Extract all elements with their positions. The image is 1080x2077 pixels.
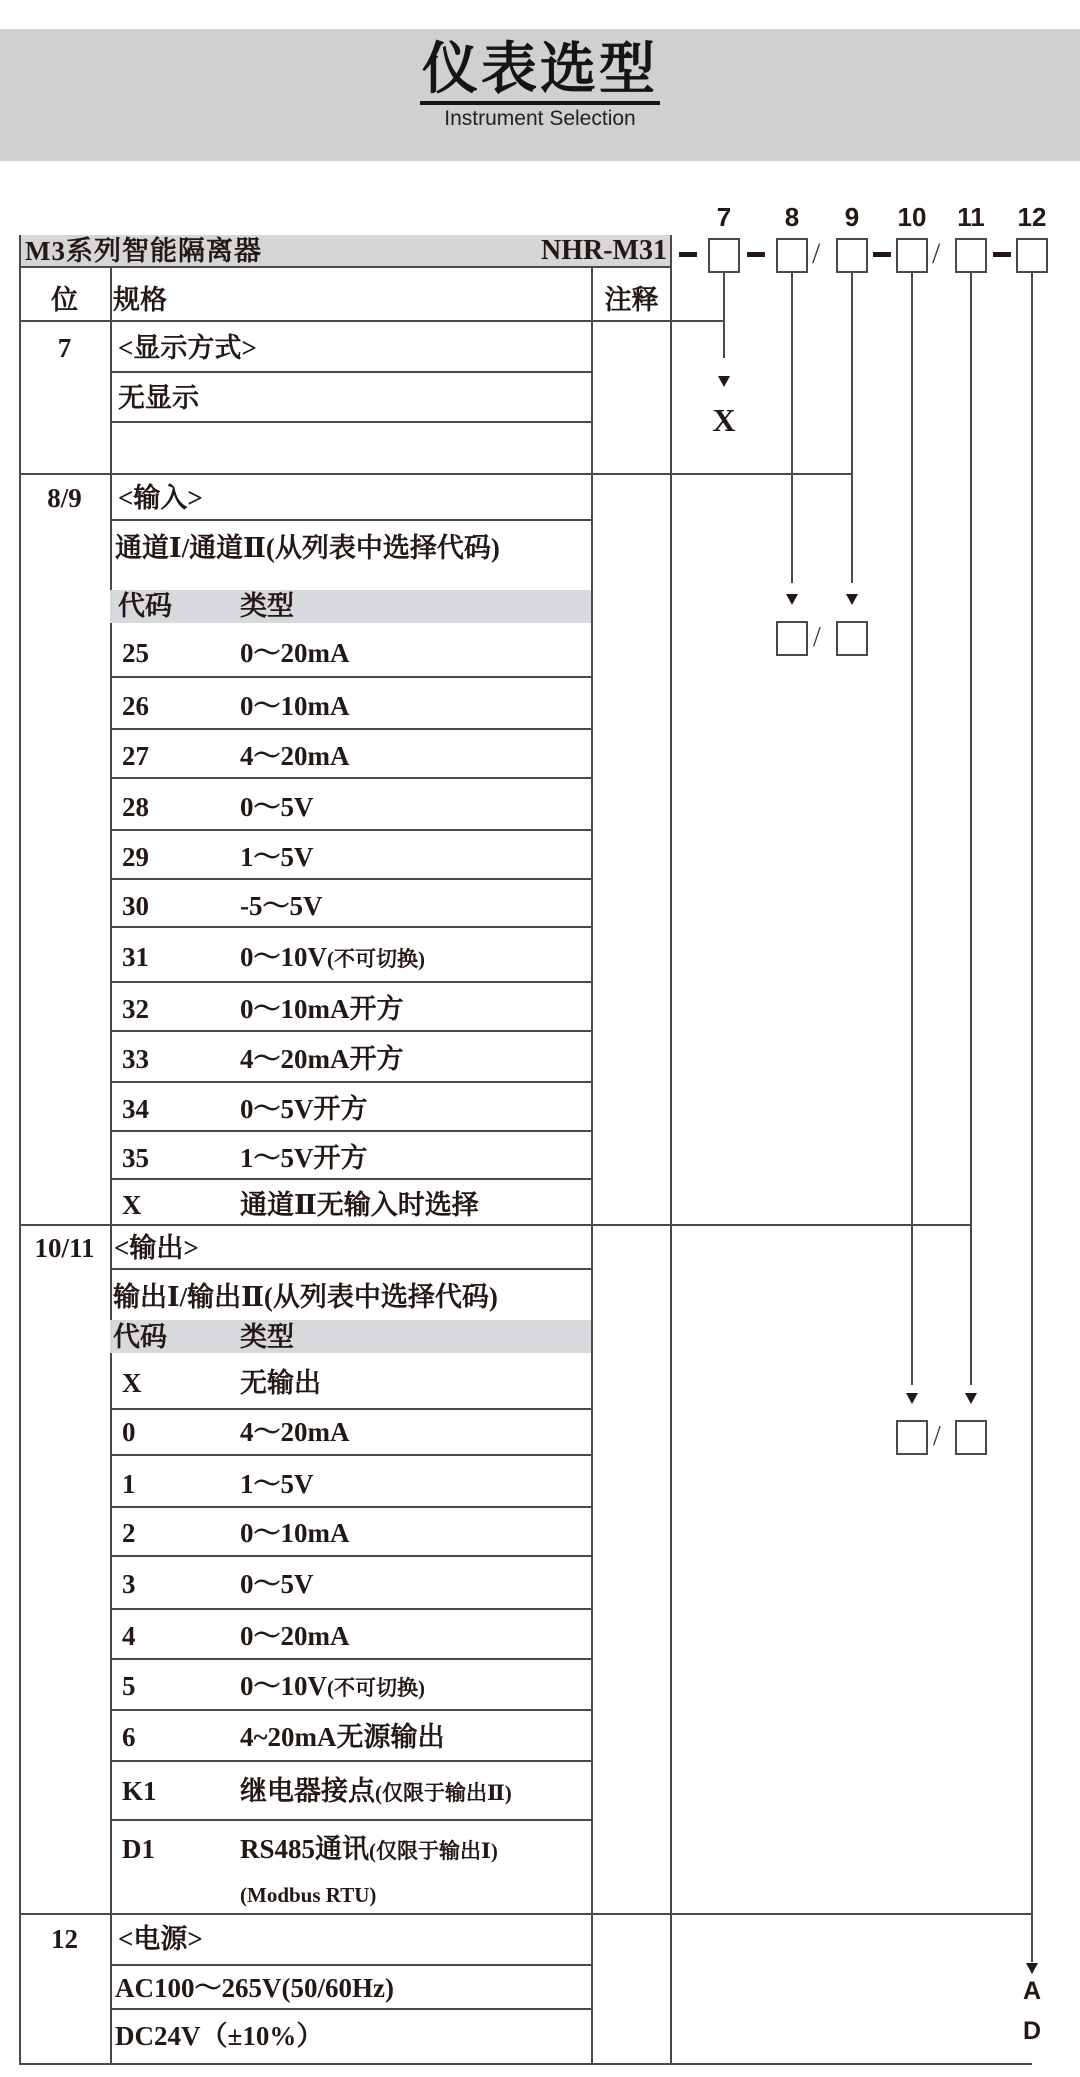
grid-hline bbox=[110, 1760, 591, 1762]
type-text: 0～10V bbox=[240, 1671, 327, 1701]
arrow-down-icon bbox=[965, 1393, 977, 1404]
type-text: 0～10V bbox=[240, 942, 327, 972]
code-row-26 bbox=[110, 689, 591, 729]
code-row-30 bbox=[110, 889, 591, 929]
grid-hline bbox=[19, 1913, 1033, 1915]
callout-line-11 bbox=[970, 273, 972, 1385]
digit-box-9 bbox=[836, 238, 868, 273]
digit-label-8: 8 bbox=[784, 202, 800, 232]
type-cell: 4～20mA开方 bbox=[240, 1044, 404, 1074]
spec-display-mode: <显示方式> bbox=[118, 333, 257, 363]
code-cell: 35 bbox=[122, 1143, 149, 1173]
type-cell: 4～20mA bbox=[240, 1417, 350, 1447]
input-code-box-2 bbox=[836, 621, 868, 656]
callout-line-10 bbox=[911, 273, 913, 1385]
page-subtitle: Instrument Selection bbox=[444, 106, 636, 130]
code-cell: 33 bbox=[122, 1044, 149, 1074]
code-row-31 bbox=[110, 940, 591, 980]
spec-output-title: <输出> bbox=[114, 1233, 199, 1263]
type-cell: 无输出 bbox=[240, 1368, 321, 1398]
output-code-box-2 bbox=[955, 1420, 987, 1455]
digit-label-9: 9 bbox=[844, 202, 860, 232]
model-code: NHR-M31 bbox=[541, 235, 667, 266]
page-title: 仪表选型 bbox=[420, 38, 660, 105]
section-89-label: 8/9 bbox=[47, 483, 82, 513]
type-cell: 0～20mA bbox=[240, 1621, 350, 1651]
type-cell: 0～20mA bbox=[240, 638, 350, 668]
grid-hline bbox=[110, 1408, 591, 1410]
dash-separator bbox=[873, 252, 891, 257]
digit-label-10: 10 bbox=[897, 202, 927, 232]
callout-code-dc: D bbox=[1022, 2017, 1042, 2045]
type-note: (仅限于输出Ⅱ) bbox=[375, 1781, 512, 1805]
type-cell bbox=[240, 1832, 498, 1868]
code-cell: 25 bbox=[122, 638, 149, 668]
spec-input-subtitle: 通道Ⅰ/通道Ⅱ(从列表中选择代码) bbox=[115, 533, 500, 563]
type-note: (不可切换) bbox=[327, 1676, 425, 1700]
col-header-pos: 位 bbox=[51, 285, 78, 315]
code-cell: 3 bbox=[122, 1569, 136, 1599]
code-row-x-output bbox=[110, 1366, 591, 1406]
slash-separator: / bbox=[813, 622, 821, 653]
arrow-down-icon bbox=[786, 594, 798, 605]
dash-separator bbox=[747, 252, 765, 257]
code-row-0 bbox=[110, 1415, 591, 1455]
type-cell: 1～5V bbox=[240, 1469, 314, 1499]
code-row-29 bbox=[110, 840, 591, 880]
spec-no-display: 无显示 bbox=[118, 383, 199, 413]
grid-hline bbox=[110, 1268, 591, 1270]
grid-hline bbox=[110, 1964, 591, 1966]
digit-box-12 bbox=[1016, 238, 1048, 273]
digit-box-11 bbox=[955, 238, 987, 273]
callout-code-ac: A bbox=[1022, 1977, 1042, 2005]
callout-line-7 bbox=[723, 273, 725, 358]
code-row-2 bbox=[110, 1516, 591, 1556]
title-band bbox=[0, 29, 1080, 161]
power-option-ac: AC100～265V(50/60Hz) bbox=[115, 1973, 394, 2003]
code-row-4 bbox=[110, 1619, 591, 1659]
code-header-band-input bbox=[110, 590, 591, 623]
code-cell: 28 bbox=[122, 792, 149, 822]
grid-vline bbox=[670, 235, 672, 2065]
section-7-label: 7 bbox=[57, 333, 72, 363]
type-cell: 1～5V bbox=[240, 842, 314, 872]
code-row-k1 bbox=[110, 1774, 591, 1814]
grid-hline bbox=[110, 1709, 591, 1711]
callout-code-display: X bbox=[712, 402, 736, 438]
grid-hline bbox=[19, 320, 724, 322]
series-title: M3系列智能隔离器 bbox=[25, 236, 262, 266]
type-note: (不可切换) bbox=[327, 947, 425, 971]
type-note: (仅限于输出Ⅰ) bbox=[369, 1839, 498, 1863]
slash-separator: / bbox=[933, 1421, 941, 1452]
type-cell: 0～5V开方 bbox=[240, 1094, 368, 1124]
col-header-spec: 规格 bbox=[113, 285, 167, 315]
code-row-3 bbox=[110, 1567, 591, 1607]
grid-hline bbox=[19, 266, 672, 268]
section-12-label: 12 bbox=[51, 1924, 78, 1954]
code-row-25 bbox=[110, 636, 591, 676]
type-cell: 0～10mA开方 bbox=[240, 994, 404, 1024]
input-code-box-1 bbox=[776, 621, 808, 656]
code-cell: 2 bbox=[122, 1518, 136, 1548]
code-row-35 bbox=[110, 1141, 591, 1181]
grid-hline bbox=[19, 2063, 1032, 2065]
grid-hline bbox=[110, 371, 591, 373]
dash-separator bbox=[993, 252, 1011, 257]
type-cell: 0～10mA bbox=[240, 691, 350, 721]
grid-hline bbox=[110, 1608, 591, 1610]
arrow-down-icon bbox=[906, 1393, 918, 1404]
spec-input-title: <输入> bbox=[118, 483, 203, 513]
code-cell: 34 bbox=[122, 1094, 149, 1124]
code-row-28 bbox=[110, 790, 591, 830]
slash-separator: / bbox=[932, 237, 941, 270]
grid-hline bbox=[110, 2008, 591, 2010]
model-header-band bbox=[19, 235, 672, 266]
grid-hline bbox=[110, 676, 591, 678]
type-cell: 0～10mA bbox=[240, 1518, 350, 1548]
code-cell: 1 bbox=[122, 1469, 136, 1499]
code-row-x-input bbox=[110, 1188, 591, 1228]
code-cell: 32 bbox=[122, 994, 149, 1024]
callout-line-8 bbox=[791, 273, 793, 583]
code-cell: 0 bbox=[122, 1417, 136, 1447]
code-label: 代码 bbox=[113, 1322, 167, 1352]
code-cell: 29 bbox=[122, 842, 149, 872]
type-cell: 4~20mA无源输出 bbox=[240, 1722, 445, 1752]
grid-hline bbox=[19, 473, 852, 475]
code-header-band-output bbox=[110, 1320, 591, 1353]
code-cell: 6 bbox=[122, 1722, 136, 1752]
code-cell: 31 bbox=[122, 942, 149, 972]
type-text: 继电器接点 bbox=[240, 1776, 375, 1806]
code-row-33 bbox=[110, 1042, 591, 1082]
type-cell bbox=[240, 940, 425, 976]
callout-line-9 bbox=[851, 273, 853, 583]
grid-hline bbox=[110, 421, 591, 423]
type-label: 类型 bbox=[240, 1322, 294, 1352]
digit-label-12: 12 bbox=[1017, 202, 1047, 232]
arrow-down-icon bbox=[846, 594, 858, 605]
code-cell: X bbox=[122, 1368, 142, 1398]
code-cell: K1 bbox=[122, 1776, 157, 1806]
callout-line-12 bbox=[1031, 273, 1033, 1962]
grid-vline bbox=[591, 266, 593, 2065]
type-note-modbus: (Modbus RTU) bbox=[240, 1883, 377, 1907]
col-header-note: 注释 bbox=[604, 285, 659, 315]
digit-box-8 bbox=[776, 238, 808, 273]
grid-hline bbox=[110, 981, 591, 983]
code-label: 代码 bbox=[118, 591, 172, 621]
spec-output-subtitle: 输出Ⅰ/输出Ⅱ(从列表中选择代码) bbox=[113, 1282, 498, 1312]
digit-box-7 bbox=[708, 238, 740, 273]
type-cell: 4～20mA bbox=[240, 741, 350, 771]
slash-separator: / bbox=[812, 237, 821, 270]
code-row-6 bbox=[110, 1720, 591, 1760]
code-row-32 bbox=[110, 992, 591, 1032]
spec-power-title: <电源> bbox=[118, 1924, 203, 1954]
arrow-down-icon bbox=[1026, 1963, 1038, 1974]
type-cell bbox=[240, 1669, 425, 1705]
type-cell: 0～5V bbox=[240, 1569, 314, 1599]
code-row-1 bbox=[110, 1467, 591, 1507]
type-text: RS485通讯 bbox=[240, 1834, 370, 1864]
digit-box-10 bbox=[896, 238, 928, 273]
code-cell: D1 bbox=[122, 1834, 155, 1864]
type-cell: 0～5V bbox=[240, 792, 314, 822]
type-cell bbox=[240, 1774, 512, 1810]
digit-label-11: 11 bbox=[957, 202, 985, 232]
code-cell: X bbox=[122, 1190, 142, 1220]
section-1011-label: 10/11 bbox=[34, 1233, 95, 1263]
code-cell: 4 bbox=[122, 1621, 136, 1651]
power-option-dc: DC24V（±10%） bbox=[115, 2021, 324, 2051]
grid-hline bbox=[110, 519, 591, 521]
type-label: 类型 bbox=[240, 591, 294, 621]
code-cell: 26 bbox=[122, 691, 149, 721]
output-code-box-1 bbox=[896, 1420, 928, 1455]
code-row-d1 bbox=[110, 1832, 591, 1872]
arrow-down-icon bbox=[718, 376, 730, 387]
code-row-5 bbox=[110, 1669, 591, 1709]
code-row-27 bbox=[110, 739, 591, 779]
code-row-34 bbox=[110, 1092, 591, 1132]
code-cell: 5 bbox=[122, 1671, 136, 1701]
type-cell: -5～5V bbox=[240, 891, 323, 921]
code-cell: 30 bbox=[122, 891, 149, 921]
digit-label-7: 7 bbox=[716, 202, 732, 232]
grid-hline bbox=[110, 1819, 591, 1821]
type-cell: 通道Ⅱ无输入时选择 bbox=[240, 1190, 479, 1220]
dash-separator bbox=[679, 252, 697, 257]
code-cell: 27 bbox=[122, 741, 149, 771]
type-cell: 1～5V开方 bbox=[240, 1143, 368, 1173]
